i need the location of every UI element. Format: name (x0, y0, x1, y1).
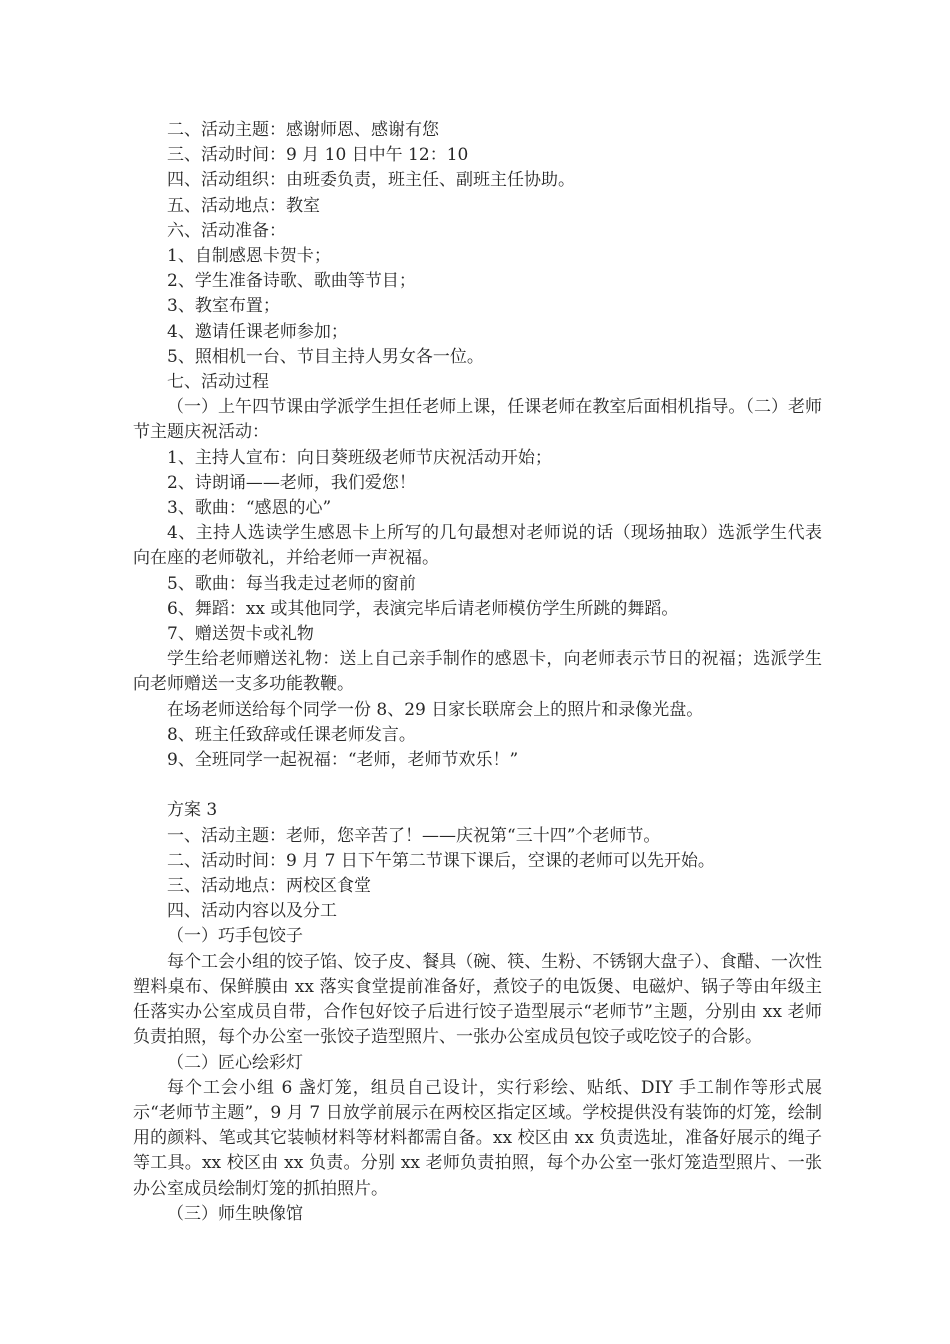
paragraph: 1、主持人宣布：向日葵班级老师节庆祝活动开始； (167, 447, 552, 468)
paragraph: （三）师生映像馆 (167, 1203, 303, 1224)
paragraph: 在场老师送给每个同学一份 8、29 日家长联席会上的照片和录像光盘。 (167, 699, 704, 720)
paragraph: 6、舞蹈：xx 或其他同学，表演完毕后请老师模仿学生所跳的舞蹈。 (167, 598, 679, 619)
paragraph: 每个工会小组 6 盏灯笼，组员自己设计，实行彩绘、贴纸、DIY 手工制作等形式展示“老师节主题”，9 月 7 日放学前展示在两校区指定区域。学校提供没有装饰的灯笼，绘制用的颜料、笔或其它装帧材料等材料都需自备。xx 校区由 xx 负责选址，准备好展示的绳子等工具。xx 校区由 xx 负责。分别 xx 老师负责拍照，每个办公室一张灯笼造型照片、一张办公室成员绘制灯笼的抓拍照片。 (133, 1077, 822, 1199)
paragraph: 4、主持人选读学生感恩卡上所写的几句最想对老师说的话（现场抽取）选派学生代表向在座的老师敬礼，并给老师一声祝福。 (133, 523, 822, 569)
paragraph: 5、歌曲：每当我走过老师的窗前 (167, 573, 416, 594)
paragraph: 四、活动组织：由班委负责，班主任、副班主任协助。 (167, 170, 575, 191)
paragraph: 二、活动时间：9 月 7 日下午第二节课下课后，空课的老师可以先开始。 (167, 850, 715, 871)
paragraph: 七、活动过程 (167, 372, 269, 393)
paragraph: 一、活动主题：老师，您辛苦了！——庆祝第“三十四”个老师节。 (167, 825, 661, 846)
paragraph: 三、活动时间：9 月 10 日中午 12：10 (167, 145, 469, 166)
paragraph: 9、全班同学一起祝福：“老师，老师节欢乐！” (167, 750, 519, 771)
paragraph: 8、班主任致辞或任课老师发言。 (167, 724, 416, 745)
paragraph: （一）上午四节课由学派学生担任老师上课，任课老师在教室后面相机指导。（二）老师节主题庆祝活动： (133, 397, 822, 443)
paragraph: 1、自制感恩卡贺卡； (167, 246, 331, 267)
paragraph: 7、赠送贺卡或礼物 (167, 624, 314, 645)
paragraph: 方案 3 (167, 800, 218, 821)
paragraph: 3、教室布置； (167, 296, 280, 317)
paragraph: 四、活动内容以及分工 (167, 901, 337, 922)
paragraph: 二、活动主题：感谢师恩、感谢有您 (167, 120, 439, 140)
paragraph: （二）匠心绘彩灯 (167, 1052, 303, 1073)
document-body (133, 118, 822, 1227)
paragraph: 六、活动准备： (167, 220, 286, 241)
paragraph: 5、照相机一台、节目主持人男女各一位。 (167, 346, 484, 367)
paragraph: 2、学生准备诗歌、歌曲等节目； (167, 271, 416, 292)
paragraph: 4、邀请任课老师参加； (167, 321, 348, 342)
blank-line (133, 773, 822, 798)
paragraph: （一）巧手包饺子 (167, 926, 303, 947)
paragraph: 三、活动地点：两校区食堂 (167, 876, 371, 897)
paragraph: 3、歌曲：“感恩的心” (167, 498, 332, 519)
paragraph: 五、活动地点：教室 (167, 195, 320, 216)
paragraph: 每个工会小组的饺子馅、饺子皮、餐具（碗、筷、生粉、不锈钢大盘子）、食醋、一次性塑料桌布、保鲜膜由 xx 落实食堂提前准备好，煮饺子的电饭煲、电磁炉、锅子等由年级主任落实办公室成员自带，合作包好饺子后进行饺子造型展示“老师节”主题，分别由 xx 老师负责拍照，每个办公室一张饺子造型照片、一张办公室成员包饺子或吃饺子的合影。 (133, 951, 822, 1048)
paragraph: 学生给老师赠送礼物：送上自己亲手制作的感恩卡，向老师表示节日的祝福；选派学生向老师赠送一支多功能教鞭。 (133, 649, 822, 695)
paragraph: 2、诗朗诵——老师，我们爱您！ (167, 472, 416, 493)
